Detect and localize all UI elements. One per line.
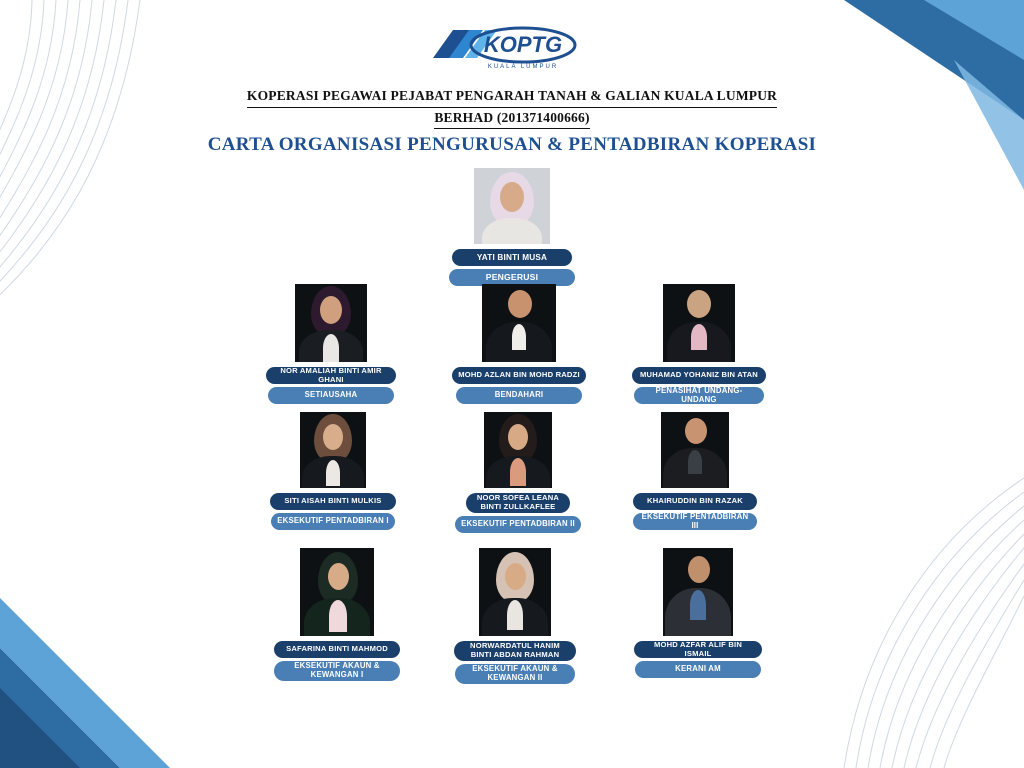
node-name: MUHAMAD YOHANIZ BIN ATAN (632, 367, 766, 384)
node-name: MOHD AZLAN BIN MOHD RADZI (452, 367, 586, 384)
avatar (300, 412, 366, 488)
avatar (663, 284, 735, 362)
node-role: BENDAHARI (456, 387, 582, 404)
org-node-finance-executive-1 (274, 548, 400, 681)
node-role: EKSEKUTIF AKAUN & KEWANGAN II (455, 664, 575, 684)
org-node-admin-executive-1 (270, 412, 396, 530)
node-name: SAFARINA BINTI MAHMOD (274, 641, 400, 658)
avatar (479, 548, 551, 636)
koptg-logo-icon (427, 24, 597, 76)
avatar (484, 412, 552, 488)
organization-title (0, 86, 1024, 129)
logo-wordmark: KOPTG (483, 32, 563, 57)
avatar (661, 412, 729, 488)
logo (0, 24, 1024, 81)
node-name: MOHD AZFAR ALIF BIN ISMAIL (634, 641, 762, 658)
org-node-secretary (266, 284, 396, 404)
node-name: NORWARDATUL HANIM BINTI ABDAN RAHMAN (454, 641, 576, 661)
node-role: PENASIHAT UNDANG-UNDANG (634, 387, 764, 404)
node-role: EKSEKUTIF PENTADBIRAN III (633, 513, 757, 530)
avatar (295, 284, 367, 362)
org-node-finance-executive-2 (452, 548, 578, 684)
node-role: KERANI AM (635, 661, 761, 678)
organization-title-line1: KOPERASI PEGAWAI PEJABAT PENGARAH TANAH & GALIAN KUALA LUMPUR (247, 86, 777, 108)
node-role: SETIAUSAHA (268, 387, 394, 404)
avatar (482, 284, 556, 362)
organization-title-line2: BERHAD (201371400666) (434, 108, 589, 130)
node-role: EKSEKUTIF PENTADBIRAN I (271, 513, 395, 530)
node-name: YATI BINTI MUSA (452, 249, 572, 266)
decoration-bottom-left (0, 538, 230, 768)
org-node-legal-advisor (632, 284, 766, 404)
org-node-admin-executive-3 (632, 412, 758, 530)
org-node-admin-executive-2 (455, 412, 581, 533)
org-node-general-clerk (634, 548, 762, 678)
node-name: NOR AMALIAH BINTI AMIR GHANI (266, 367, 396, 384)
node-role: EKSEKUTIF AKAUN & KEWANGAN I (274, 661, 400, 681)
node-name: KHAIRUDDIN BIN RAZAK (633, 493, 757, 510)
node-name: SITI AISAH BINTI MULKIS (270, 493, 396, 510)
logo-subtext: KUALA LUMPUR (487, 64, 559, 70)
node-role: PENGERUSI (449, 269, 575, 286)
org-node-treasurer (452, 284, 586, 404)
avatar (474, 168, 550, 244)
node-name: NOOR SOFEA LEANA BINTI ZULLKAFLEE (466, 493, 570, 513)
avatar (300, 548, 374, 636)
org-node-chairperson (447, 168, 577, 286)
page-title: CARTA ORGANISASI PENGURUSAN & PENTADBIRAN KOPERASI (207, 134, 817, 155)
avatar (663, 548, 733, 636)
node-role: EKSEKUTIF PENTADBIRAN II (455, 516, 581, 533)
